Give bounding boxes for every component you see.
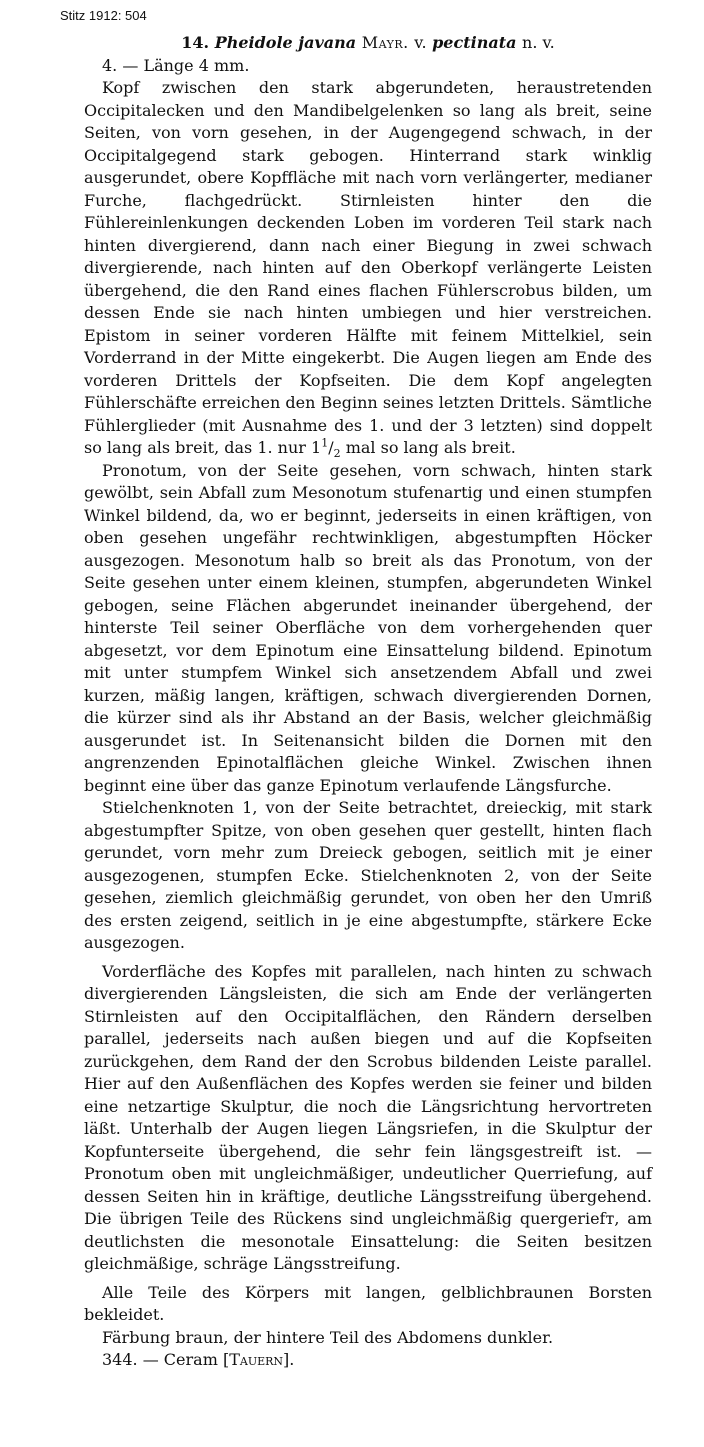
taxon-number: 14. [181, 33, 210, 52]
paragraph-color: Färbung braun, der hintere Teil des Abdomens dunkler. [102, 1327, 554, 1347]
paragraph-head-end: mal so lang als breit. [345, 438, 516, 457]
paragraph-sculpture: Vorderfläche des Kopfes mit parallelen, nach hinten zu schwach divergierenden Längsleisten, die sich am Ende der verlängerten Stirnleisten auf den Occipitalflächen, den Rändern derselben parallel, jederseits nach außen biegen und auf die Kopfseiten zurückgehen, dem Rand der den Scrobus bildenden Leiste parallel. Hier auf den Außenflächen des Kopfes werden sie feiner und bilden eine netzartige Skulptur, die noch die Längsrichtung hervortreten läßt. Unterhalb der Augen liegen Längsriefen, in die Skulptur der Kopfunterseite übergehend, die sehr fein längsgestreift ist. — Pronotum oben mit ungleichmäßiger, undeutlicher Querriefung, auf dessen Seiten hin in kräftige, deutliche Längsstreifung übergehend. Die übrigen Teile des Rückens sind ungleichmäßig quergeriefт, am deutlichsten die mesonotale Einsattelung: die Seiten besitzen gleichmäßige, schräge Längsstreifung. [84, 961, 652, 1273]
locality-text: 344. — Ceram [ [102, 1350, 230, 1369]
paragraph-length: 4. — Länge 4 mm. [102, 55, 250, 75]
paragraph-locality [84, 1349, 652, 1372]
paragraph-head: Kopf zwischen den stark abgerundeten, heraustretenden Occipitalecken und den Mandibelgelenken so lang als breit, seine Seiten, von vorn gesehen, in der Augengegend schwach, in der Occipitalgegend stark gebogen. Hinterrand stark winklig ausgerundet, obere Kopffläche mit nach vorn verlängerter, medianer Furche, flachgedrückt. Stirnleisten hinter den die Fühlereinlenkungen deckenden Loben im vorderen Teil stark nach hinten divergierend, dann nach einer Biegung in zwei schwach divergierende, nach hinten auf den Oberkopf verlängerte Leisten übergehend, die den Rand eines flachen Fühlerscrobus bilden, um dessen Ende sie nach hinten umbiegen und hier verstreichen. Epistom in seiner vorderen Hälfte mit feinem Mittelkiel, sein Vorderrand in der Mitte eingekerbt. Die Augen liegen am Ende des vorderen Drittels der Kopfseiten. Die dem Kopf angelegten Fühlerschäfte erreichen den Beginn seines letzten Drittels. Sämtliche Fühlerglieder (mit Ausnahme des 1. und der 3 letzten) sind doppelt so lang als breit, das 1. nur $1^1/_2$ mal so lang als breit. [84, 78, 652, 461]
paragraph-thorax: Pronotum, von der Seite gesehen, vorn schwach, hinten stark gewölbt, sein Abfall zum Mesonotum stufenartig und einen stumpfen Winkel bildend, da, wo er beginnt, jederseits in einen kräftigen, von oben gesehen ungefähr rechtwinkligen, abgestumpften Höcker ausgezogen. Mesonotum halb so breit als das Pronotum, von der Seite gesehen unter einem kleinen, stumpfen, abgerundeten Winkel gebogen, seine Flächen abgerundet ineinander übergehend, der hinterste Teil seiner Oberfläche von dem vorhergehenden quer abgesetzt, vor dem Epinotum eine Einsattelung bildend. Epinotum mit unter stumpfem Winkel sich ansetzendem Abfall und zwei kurzen, mäßig langen, kräftigen, schwach divergierenden Dornen, die kürzer sind als ihr Abstand an der Basis, welcher gleichmäßig ausgerundet ist. In Seitenansicht bilden die Dornen mit den angrenzenden Epinotalflächen gleiche Winkel. Zwischen ihnen beginnt eine über das ganze Epinotum verlaufende Längsfurche. [84, 460, 652, 795]
paragraph-pilosity: Alle Teile des Körpers mit langen, gelblichbraunen Borsten bekleidet. [84, 1282, 652, 1324]
paragraph-head-text: Kopf zwischen den stark abgerundeten, heraustretenden Occipitalecken und den Mandibelgelenken so lang als breit, seine Seiten, von vorn gesehen, in der Augengegend schwach, in der Occipitalgegend stark gebogen. Hinterrand stark winklig ausgerundet, obere Kopffläche mit nach vorn verlängerter, medianer Furche, flachgedrückt. Stirnleisten hinter den die Fühlereinlenkungen deckenden Loben im vorderen Teil stark nach hinten divergierend, dann nach einer Biegung in zwei schwach divergierende, nach hinten auf den Oberkopf verlängerte Leisten übergehend, die den Rand eines flachen Fühlerscrobus bilden, um dessen Ende sie nach hinten umbiegen und hier verstreichen. Epistom in seiner vorderen Hälfte mit feinem Mittelkiel, sein Vorderrand in der Mitte eingekerbt. Die Augen liegen am Ende des vorderen Drittels der Kopfseiten. Die dem Kopf angelegten Fühlerschäfte erreichen den Beginn seines letzten Drittels. Sämtliche Fühlerglieder (mit Ausnahme des 1. und der 3 letzten) sind doppelt so lang als breit, das 1. nur [84, 78, 652, 457]
citation-label: Stitz 1912: 504 [60, 8, 147, 23]
paragraph-petiole: Stielchenknoten 1, von der Seite betrachtet, dreieckig, mit stark abgestumpfter Spitze, von oben gesehen quer gestellt, hinten flach gerundet, vorn mehr zum Dreieck gebogen, seitlich mit je einer ausgezogenen, stumpfen Ecke. Stielchenknoten 2, von der Seite gesehen, ziemlich gleichmäßig gerundet, von oben her den Umriß des ersten zeigend, seitlich in je eine abgestumpfte, stärkere Ecke ausgezogen. [84, 798, 652, 952]
fraction-denominator: 2 [333, 447, 341, 461]
taxon-heading [84, 32, 652, 55]
collector-name: Tauern [229, 1350, 284, 1369]
text-body [84, 32, 652, 1372]
taxon-rank: v. [414, 33, 427, 52]
taxon-name: Pheidole javana [214, 33, 357, 52]
locality-end: ]. [283, 1350, 295, 1369]
fraction-whole: 1 [311, 438, 322, 457]
taxon-status: n. v. [522, 33, 555, 52]
fraction-numerator: 1 [321, 436, 329, 450]
taxon-variety: pectinata [432, 33, 517, 52]
taxon-author: Mayr. [361, 33, 409, 52]
